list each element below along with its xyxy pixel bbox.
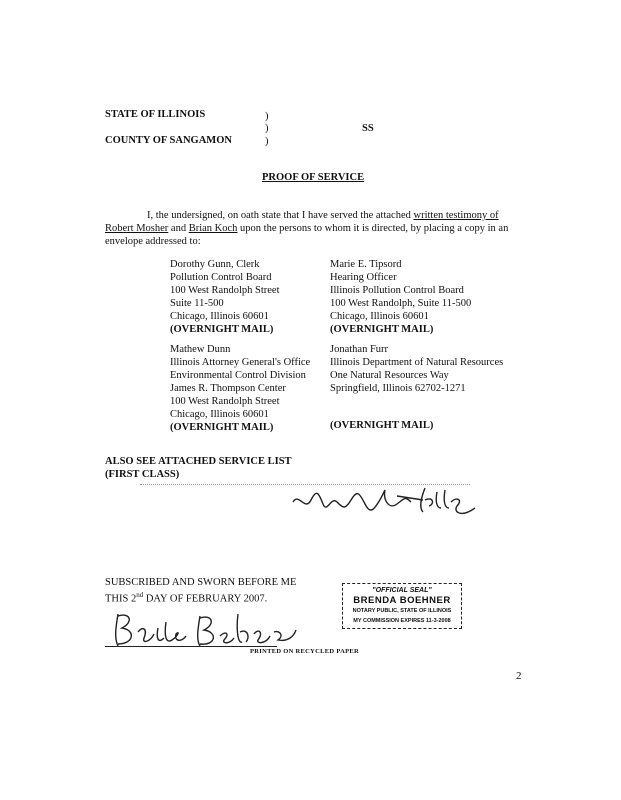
recipient-line: Environmental Control Division (170, 370, 306, 381)
caption-paren-2: ) (265, 123, 269, 134)
notary-line-2 (105, 589, 267, 606)
intro-name-koch: Brian Koch (188, 223, 238, 234)
recycled-paper-note: PRINTED ON RECYCLED PAPER (250, 648, 360, 655)
recipient-line: James R. Thompson Center (170, 383, 286, 394)
intro-rest: upon the persons to whom it is directed, by placing a copy in an (237, 223, 509, 234)
recipient-line: 100 West Randolph, Suite 11-500 (330, 298, 472, 309)
notary-line-2-pre: THIS 2 (105, 593, 137, 605)
recipient-line: Chicago, Illinois 60601 (170, 311, 269, 322)
recipient-line: Illinois Attorney General's Office (170, 357, 311, 368)
recipient-line: Mathew Dunn (170, 344, 231, 355)
delivery-method-furr: (OVERNIGHT MAIL) (330, 420, 434, 431)
recipient-line: Chicago, Illinois 60601 (330, 311, 429, 322)
seal-line-2: BRENDA BOEHNER (353, 595, 451, 606)
delivery-method: (OVERNIGHT MAIL) (170, 422, 274, 433)
recipient-line: 100 West Randolph Street (170, 396, 280, 407)
intro-name-mosher: Robert Mosher (105, 223, 169, 234)
recipient-furr (330, 343, 503, 395)
caption-state: STATE OF ILLINOIS (105, 109, 206, 120)
caption-ss: SS (362, 123, 374, 134)
intro-line-3: envelope addressed to: (105, 236, 201, 247)
notary-line-2-post: DAY OF FEBRUARY 2007. (143, 593, 268, 605)
intro-text: I, the undersigned, on oath state that I have served the attached (147, 210, 414, 221)
intro-line-2 (105, 222, 508, 235)
recipient-line: One Natural Resources Way (330, 370, 449, 381)
seal-line-1: "OFFICIAL SEAL" (372, 587, 432, 594)
recipient-line: Suite 11-500 (170, 298, 224, 309)
recipient-line: Illinois Pollution Control Board (330, 285, 464, 296)
caption-county: COUNTY OF SANGAMON (105, 135, 232, 146)
also-see-line-2: (FIRST CLASS) (105, 469, 180, 480)
recipient-line: Hearing Officer (330, 272, 397, 283)
recipient-line: 100 West Randolph Street (170, 285, 280, 296)
recipient-dunn (170, 343, 310, 434)
affiant-signature (285, 482, 485, 524)
intro-testimony-link: written testimony of (413, 210, 499, 221)
recipient-line: Dorothy Gunn, Clerk (170, 259, 260, 270)
seal-line-3: NOTARY PUBLIC, STATE OF ILLINOIS (352, 608, 452, 614)
delivery-method: (OVERNIGHT MAIL) (330, 324, 434, 335)
caption-paren-1: ) (265, 111, 269, 122)
recipient-line: Springfield, Illinois 62702-1271 (330, 383, 466, 394)
intro-and: and (168, 223, 189, 234)
recipient-line: Chicago, Illinois 60601 (170, 409, 269, 420)
notary-line-1: SUBSCRIBED AND SWORN BEFORE ME (105, 577, 297, 588)
intro-line-1 (147, 209, 499, 222)
recipient-gunn (170, 258, 280, 336)
recipient-tipsord (330, 258, 471, 336)
notary-signature-line (105, 646, 277, 647)
seal-line-4: MY COMMISSION EXPIRES 11-3-2008 (353, 618, 451, 624)
document-title: PROOF OF SERVICE (262, 172, 365, 183)
official-seal-stamp (342, 583, 462, 629)
notary-line-2-sup: nd (136, 591, 144, 599)
delivery-method: (OVERNIGHT MAIL) (170, 324, 274, 335)
recipient-line: Marie E. Tipsord (330, 259, 402, 270)
page-number: 2 (516, 670, 522, 682)
recipient-line: Illinois Department of Natural Resources (330, 357, 504, 368)
also-see-line-1: ALSO SEE ATTACHED SERVICE LIST (105, 456, 292, 467)
caption-paren-3: ) (265, 136, 269, 147)
recipient-line: Jonathan Furr (330, 344, 389, 355)
recipient-line: Pollution Control Board (170, 272, 272, 283)
